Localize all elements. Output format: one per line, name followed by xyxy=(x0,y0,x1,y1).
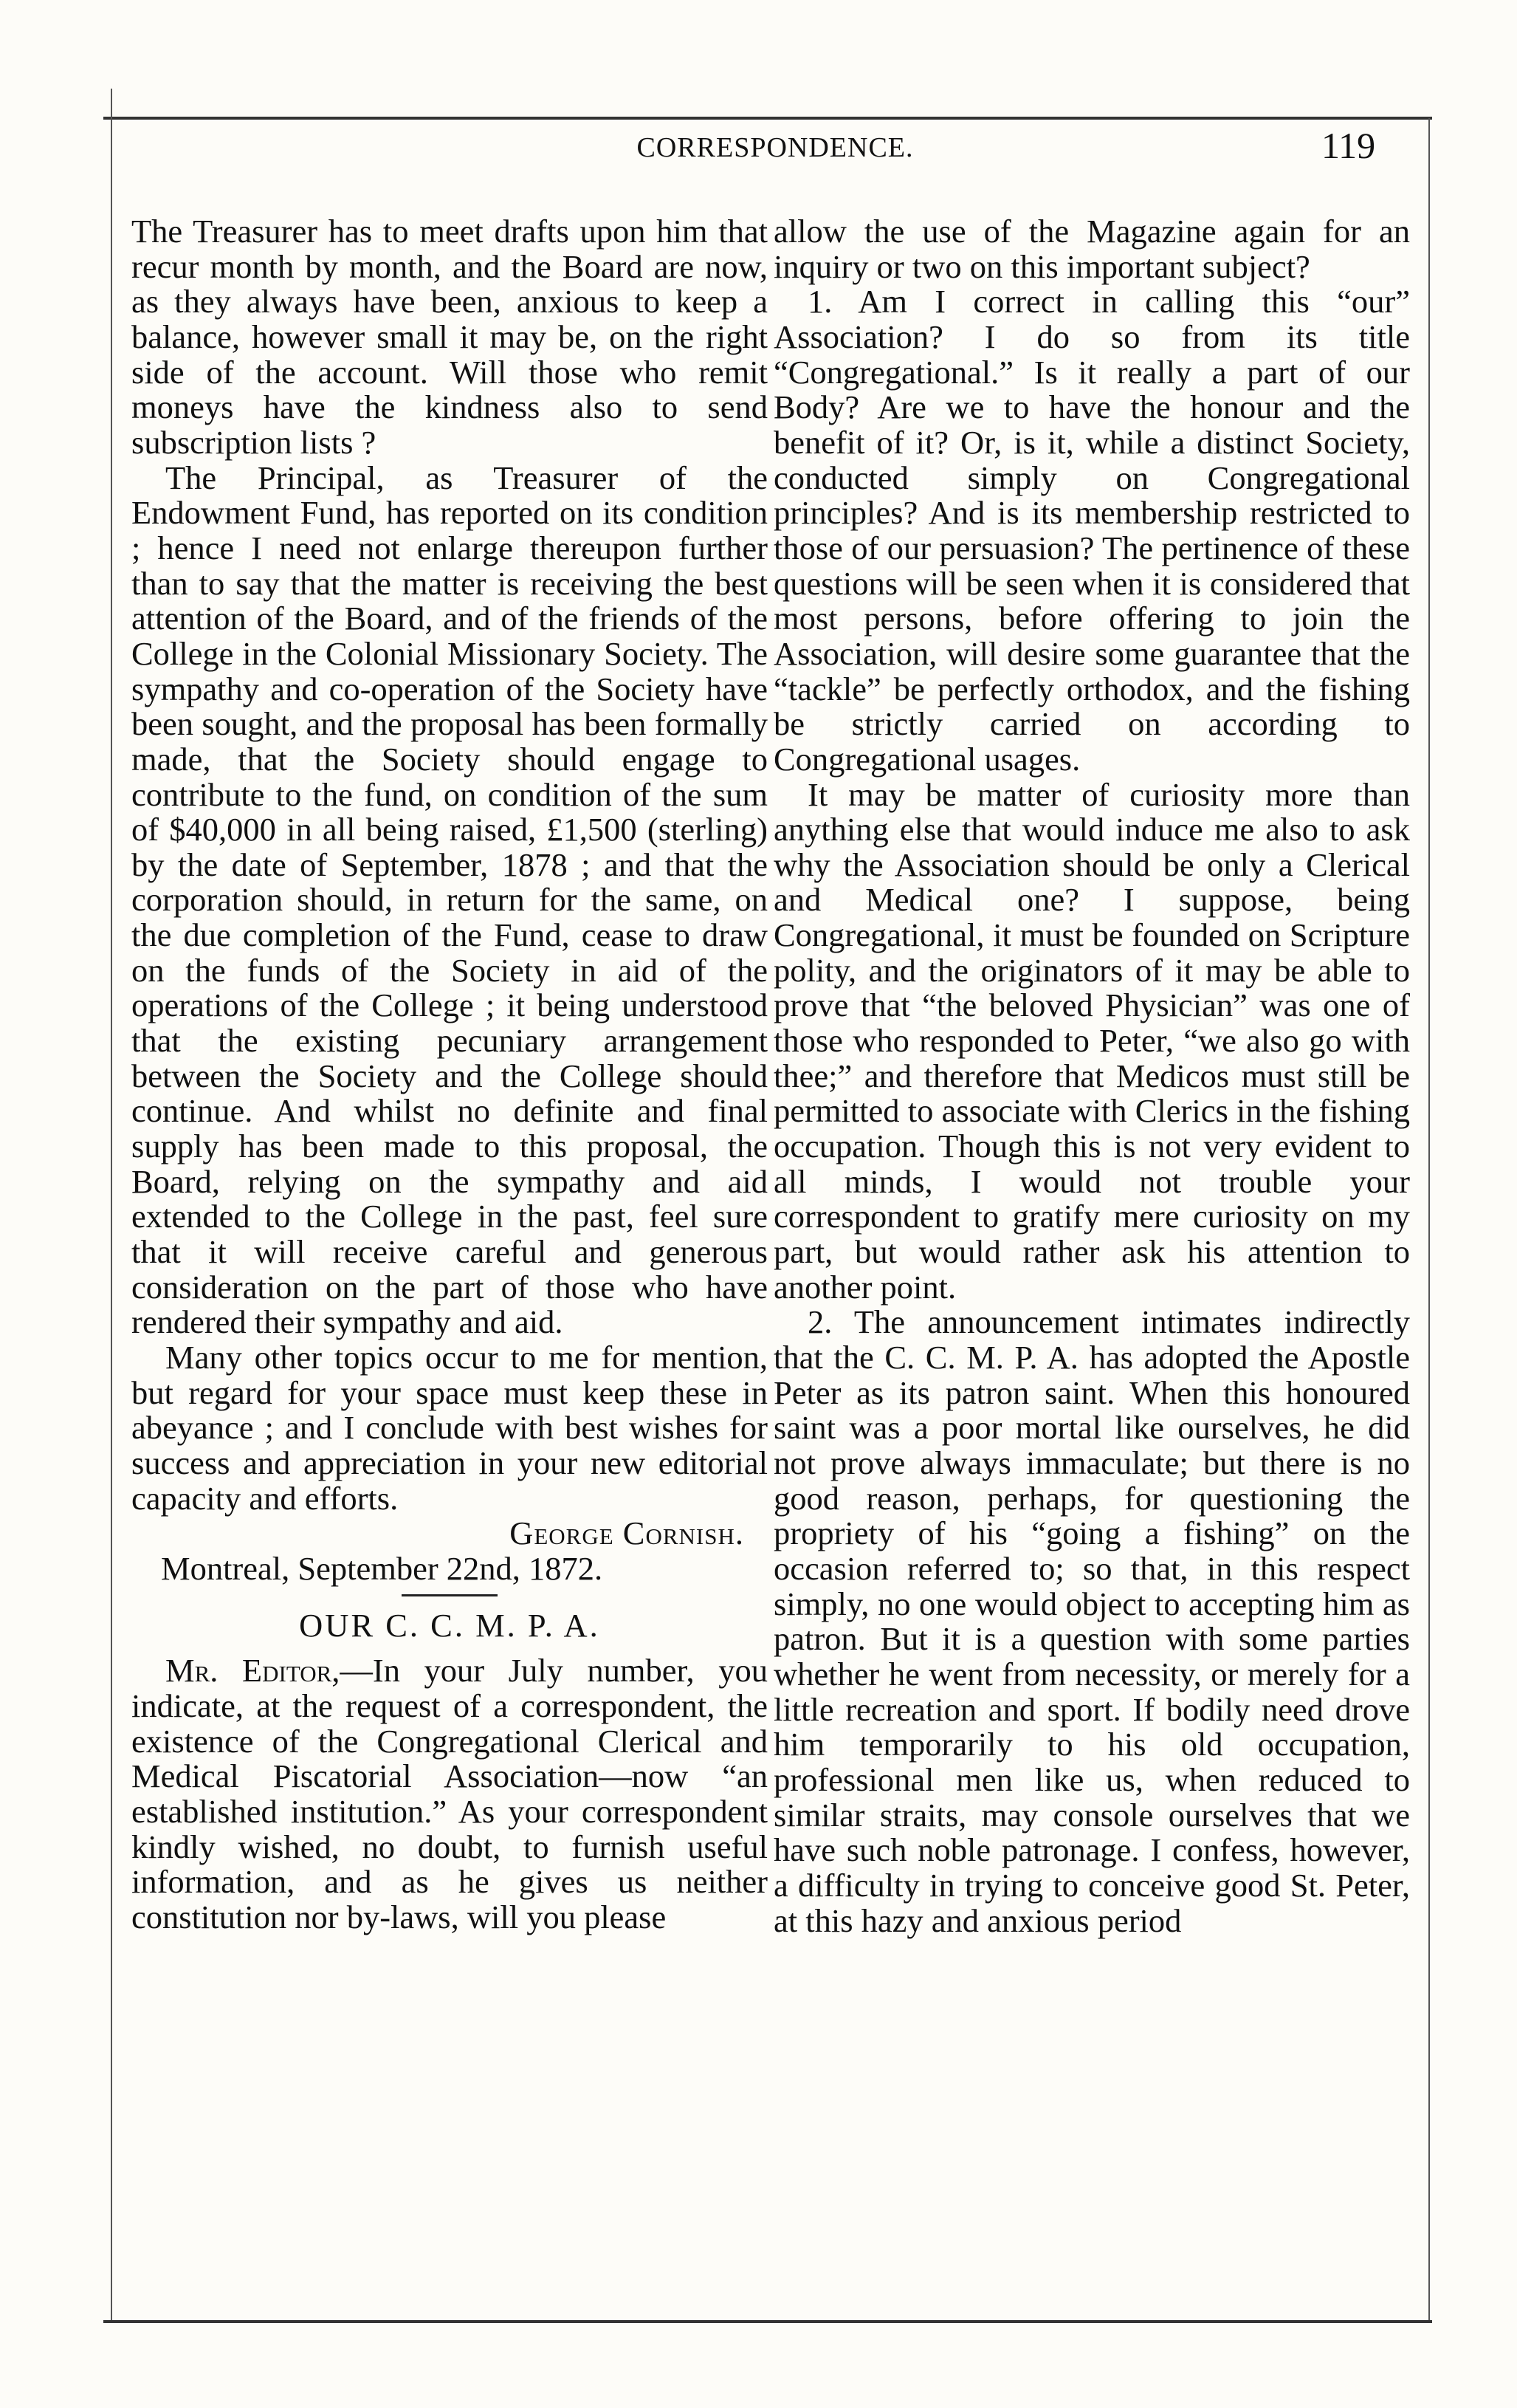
left-border-rule xyxy=(111,89,112,2322)
article-title: OUR C. C. M. P. A. xyxy=(299,1606,600,1644)
paragraph-question-two: 2. The announcement intimates indirectly that the C. C. M. P. A. has adopted the Apostle Peter as its patron saint. When this honoured saint was a poor mortal like ourselves, he did not prove always immaculate; but there is no good reason, perhaps, for questioning the propriety of his “going a fishing” on the occasion referred to; so that, in this respect simply, no one would object to accepting him as patron. But it is a question with some parties whether he went from necessity, or merely for a little recreation and sport. If bodily need drove him temporarily to his old occupation, professional men like us, when reduced to similar straits, may console ourselves that we have such noble patronage. I confess, however, a difficulty in trying to conceive good St. Peter, at this hazy and anxious period xyxy=(774,1303,1410,1939)
bottom-border-rule xyxy=(103,2320,1432,2323)
right-border-rule xyxy=(1428,118,1430,2322)
top-border-rule xyxy=(103,117,1432,120)
letter-opening-text: —In your July number, you indicate, at the request of a correspondent, the existence of the Congregational Clerical and Medical Piscatorial Association—now “an established institution.” As your correspondent kindly wished, no doubt, to furnish useful information, and as he gives us neither constitution nor by-laws, will you please xyxy=(131,1652,768,1935)
paragraph-curiosity: It may be matter of curiosity more than anything else that would induce me also to ask why the Association should be only a Clerical and Medical one? I suppose, being Congregational, it must be founded on Scripture polity, and the originators of it may be able to prove that “the beloved Physician” was one of those who responded to Peter, “we also go with thee;” and therefore that Medicos must still be permitted to associate with Clerics in the fishing occupation. Though this is not very evident to all minds, I would not trouble your correspondent to gratify mere curiosity on my part, but would rather ask his attention to another point. xyxy=(774,775,1410,1306)
paragraph-closing: Many other topics occur to me for mention, but regard for your space must keep these in abeyance ; and I conclude with best wishes for success and appreciation in your new editorial capacity and efforts. xyxy=(131,1339,768,1517)
paragraph-letter-opening xyxy=(131,1653,768,1935)
paragraph-question-one: 1. Am I correct in calling this “our” Association? I do so from its title “Congregational.” Is it really a part of our Body? Are we to have the honour and the benefit of it? Or, is it, while a distinct Society, conducted simply on Congregational principles? And is its membership restricted to those of our persuasion? The pertinence of these questions will be seen when it is considered that most persons, before offering to join the Association, will desire some guarantee that the “tackle” be perfectly orthodox, and the fishing be strictly carried on according to Congregational usages. xyxy=(774,283,1410,778)
right-column xyxy=(774,214,1410,1938)
salutation: Mr. Editor, xyxy=(165,1652,340,1690)
left-column xyxy=(131,214,768,1935)
page-number: 119 xyxy=(1321,125,1376,166)
signature: George Cornish. xyxy=(509,1515,744,1552)
section-divider xyxy=(402,1594,498,1596)
running-head: CORRESPONDENCE. xyxy=(636,132,914,163)
dateline: Montreal, September 22nd, 1872. xyxy=(161,1549,603,1587)
paragraph-endowment-fund: The Principal, as Treasurer of the Endowment Fund, has reported on its condition ; hence I need not enlarge thereupon further than to say that the matter is receiving the best attention of the Board, and of the friends of the College in the Colonial Missionary Society. The sympathy and co-operation of the Society have been sought, and the proposal has been formally made, that the Society should engage to contribute to the fund, on condition of the sum of $40,000 in all being raised, £1,500 (sterling) by the date of September, 1878 ; and that the corporation should, in return for the same, on the due completion of the Fund, cease to draw on the funds of the Society in aid of the operations of the College ; it being understood that the existing pecuniary arrangement between the Society and the College should continue. And whilst no definite and final supply has been made to this proposal, the Board, relying on the sympathy and aid extended to the College in the past, feel sure that it will receive careful and generous consideration on the part of those who have rendered their sympathy and aid. xyxy=(131,459,768,1341)
paragraph-continuation: allow the use of the Magazine again for an inquiry or two on this important subject? xyxy=(774,213,1410,285)
paragraph-treasurer: The Treasurer has to meet drafts upon him that recur month by month, and the Board are now, as they always have been, anxious to keep a balance, however small it may be, on the right side of the account. Will those who remit moneys have the kindness also to send subscription lists ? xyxy=(131,213,768,461)
